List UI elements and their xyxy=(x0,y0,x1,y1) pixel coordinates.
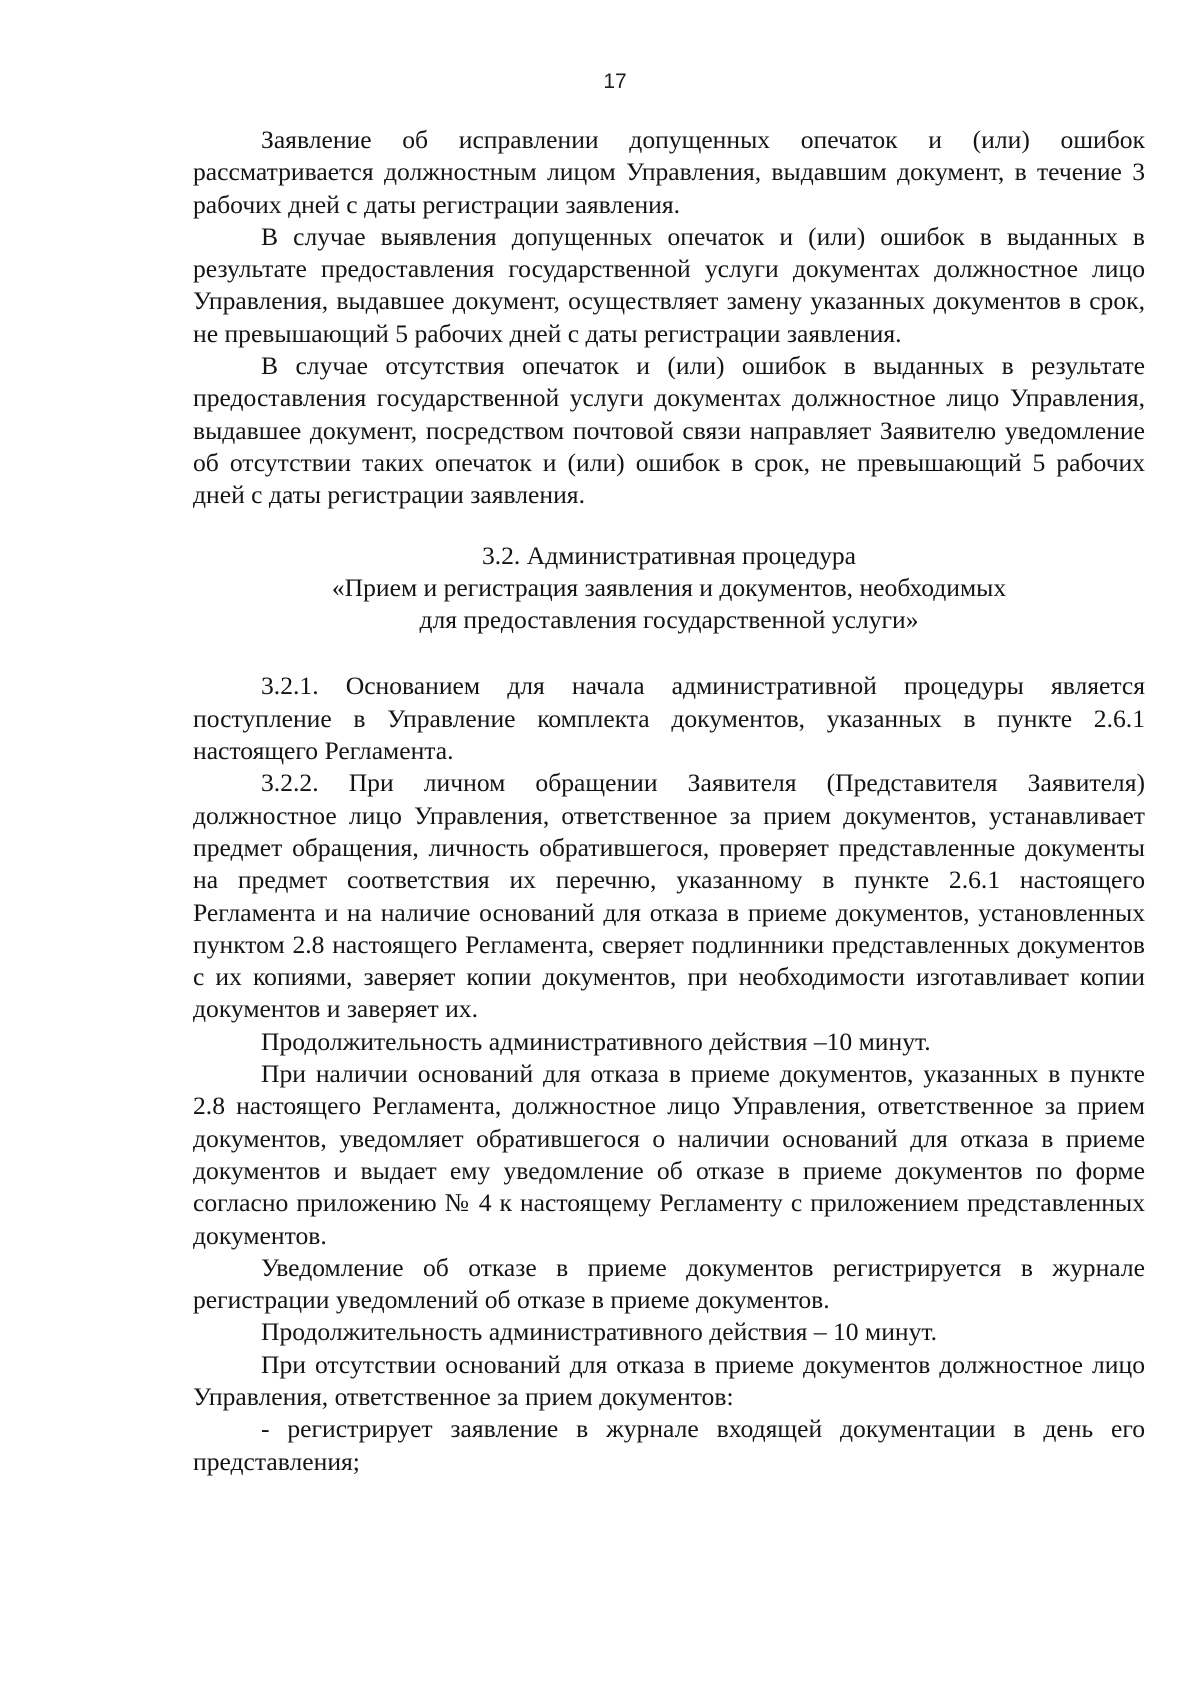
page-number: 17 xyxy=(603,70,627,93)
paragraph-3-2-1: 3.2.1. Основанием для начала административной процедуры является поступление в Управление комплекта документов, указанных в пункте 2.6.1 настоящего Регламента. xyxy=(193,671,1145,766)
paragraph-refusal-registration: Уведомление об отказе в приеме документов регистрируется в журнале регистрации уведомлений об отказе в приеме документов. xyxy=(193,1252,1145,1315)
section-heading-line-2: «Прием и регистрация заявления и документов, необходимых xyxy=(331,572,1007,602)
section-heading-line-1: 3.2. Административная процедура xyxy=(481,540,857,570)
paragraph-refusal-grounds: При наличии оснований для отказа в приеме документов, указанных в пункте 2.8 настоящего Регламента, должностное лицо Управления, ответственное за прием документов, уведомляет обратившегося о наличии оснований для отказа в приеме документов и выдает ему уведомление об отказе в приеме документов по форме согласно приложению № 4 к настоящему Регламенту с приложением представленных документов. xyxy=(193,1059,1145,1250)
paragraph-errors-found: В случае выявления допущенных опечаток и (или) ошибок в выданных в результате предоставления государственной услуги документах должностное лицо Управления, выдавшее документ, осуществляет замену указанных документов в срок, не превышающий 5 рабочих дней с даты регистрации заявления. xyxy=(193,221,1145,348)
document-body xyxy=(193,124,1145,1478)
paragraph-duration-2: Продолжительность административного действия – 10 минут. xyxy=(261,1317,938,1347)
paragraph-duration-1: Продолжительность административного действия –10 минут. xyxy=(261,1026,931,1056)
paragraph-3-2-2: 3.2.2. При личном обращении Заявителя (Представителя Заявителя) должностное лицо Управления, ответственное за прием документов, устанавливает предмет обращения, личность обратившегося, проверяет представленные документы на предмет соответствия их перечню, указанному в пункте 2.6.1 настоящего Регламента и на наличие оснований для отказа в приеме документов, установленных пунктом 2.8 настоящего Регламента, сверяет подлинники представленных документов с их копиями, заверяет копии документов, при необходимости изготавливает копии документов и заверяет их. xyxy=(193,768,1145,1024)
paragraph-register-application: - регистрирует заявление в журнале входящей документации в день его представления; xyxy=(193,1414,1145,1476)
paragraph-no-errors: В случае отсутствия опечаток и (или) ошибок в выданных в результате предоставления государственной услуги документах должностное лицо Управления, выдавшее документ, посредством почтовой связи направляет Заявителю уведомление об отсутствии таких опечаток и (или) ошибок в срок, не превышающий 5 рабочих дней с даты регистрации заявления. xyxy=(193,351,1145,510)
section-heading xyxy=(193,540,1145,637)
paragraph-no-refusal-grounds: При отсутствии оснований для отказа в приеме документов должностное лицо Управления, ответственное за прием документов: xyxy=(193,1349,1145,1411)
section-heading-line-3: для предоставления государственной услуги» xyxy=(419,605,919,635)
paragraph-correction-review: Заявление об исправлении допущенных опечаток и (или) ошибок рассматривается должностным лицом Управления, выдавшим документ, в течение 3 рабочих дней с даты регистрации заявления. xyxy=(193,125,1145,219)
